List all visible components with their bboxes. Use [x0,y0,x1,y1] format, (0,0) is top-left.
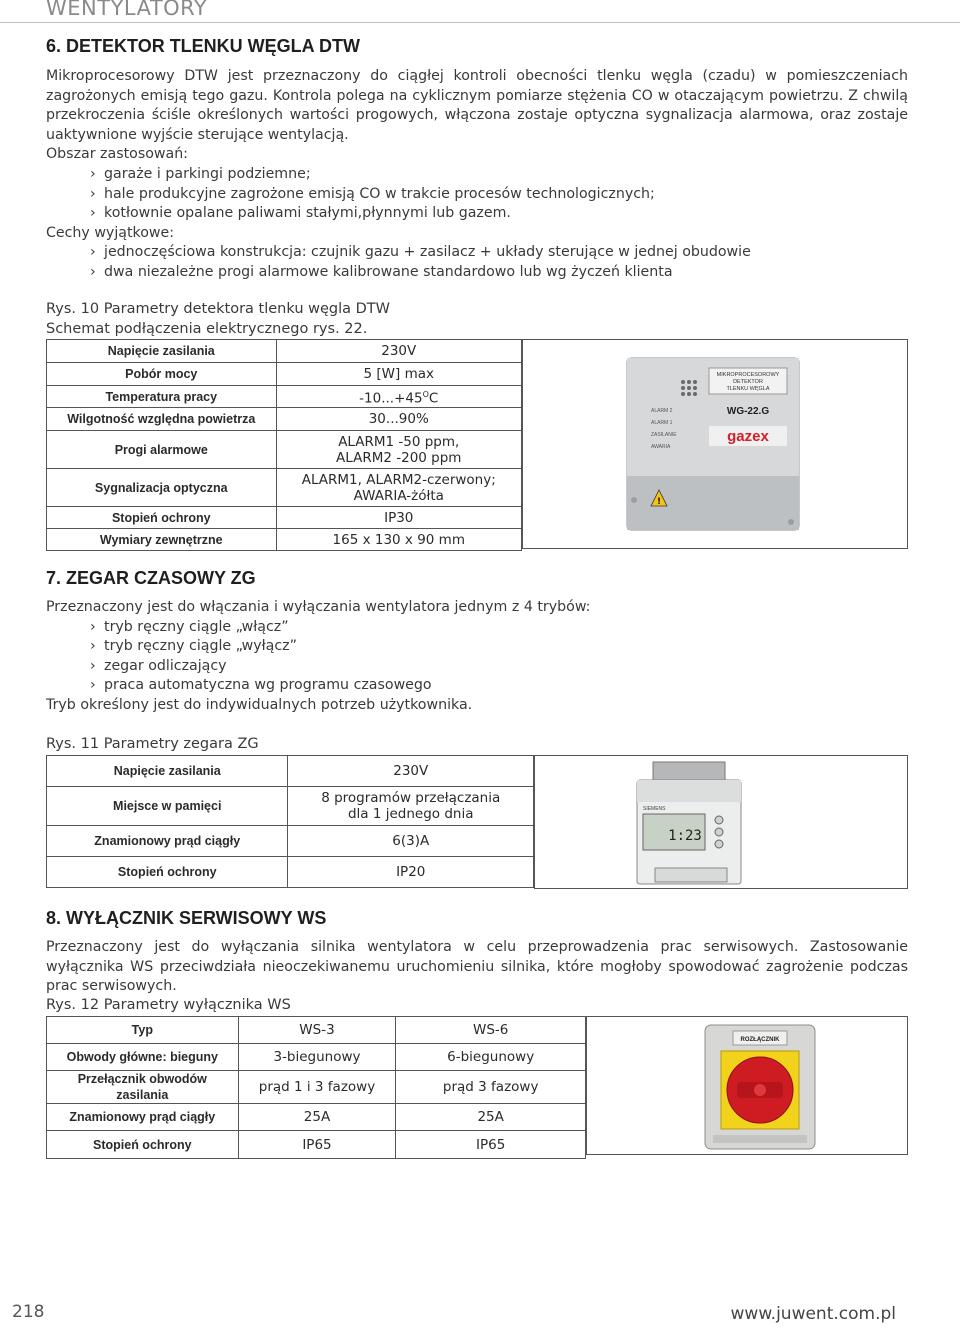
panel-text-2: DETEKTOR [733,379,763,385]
list-item: › zegar odliczający [46,657,908,677]
table-row [47,756,534,787]
param-value: 25A [238,1104,396,1131]
param-value: WS-3 [238,1017,396,1044]
param-value: $-10...+45^OC$ [276,386,521,408]
applications-list [46,165,908,224]
param-name: Wymiary zewnętrzne [47,529,277,551]
table-row [47,857,534,888]
svg-text:!: ! [656,497,662,507]
ws-device-illustration [587,1017,907,1154]
zg-device-illustration [535,756,907,888]
param-value: IP20 [288,857,534,888]
section-7-title: 7. ZEGAR CZASOWY ZG [46,568,256,588]
model-label: WG-22.G [726,406,770,417]
header-title: WENTYLATORY [46,0,208,20]
section-6-title: 6. DETEKTOR TLENKU WĘGLA DTW [46,36,360,56]
table-row [47,386,522,408]
figure-12-caption: Rys. 12 Parametry wyłącznika WS [46,997,291,1013]
zg-brand: SIEMENS [643,806,666,812]
header-divider [0,22,960,23]
param-value: 3-biegunowy [238,1044,396,1071]
param-value: 230V [288,756,534,787]
list-item: › garaże i parkingi podziemne; [46,165,908,185]
section-8-title: 8. WYŁĄCZNIK SERWISOWY WS [46,908,327,928]
features-list [46,243,908,282]
led-label: ALARM 1 [651,420,673,426]
param-value: 165 x 130 x 90 mm [276,529,521,551]
param-name: Znamionowy prąd ciągły [47,826,288,857]
param-name: Wilgotność względna powietrza [47,408,277,431]
section-6-body [46,67,908,283]
table-row [47,431,522,469]
page-number: 218 [12,1302,45,1322]
param-value: IP65 [396,1131,586,1159]
table-row [47,507,522,529]
param-name: Progi alarmowe [47,431,277,469]
panel-text-3: TLENKU WĘGLA [726,386,770,392]
section-6-intro: Mikroprocesorowy DTW jest przeznaczony do ciągłej kontroli obecności tlenku węgla (czadu) w pomieszczeniach zagrożonych emisją tego gazu. Kontrola polega na cyklicznym pomiarze stężenia CO w otaczającym powietrzu. Z chwilą przekroczenia ściśle określonych wartości progowych, włączona zostaje optyczna sygnalizacja alarmowa, oraz zostaje uaktywnione wyjście sterujące wentylacją. [46,68,908,143]
param-value: 30...90% [276,408,521,431]
table-row [47,340,522,363]
param-value: WS-6 [396,1017,586,1044]
wiring-reference: Schemat podłączenia elektrycznego rys. 22. [46,321,368,337]
led-label: ALARM 2 [651,408,673,414]
list-item: › tryb ręczny ciągle „wyłącz” [46,637,908,657]
param-name: Przełącznik obwodów zasilania [47,1071,239,1104]
features-label: Cechy wyjątkowe: [46,224,175,241]
ws-device-photo [586,1016,908,1155]
param-value: prąd 1 i 3 fazowy [238,1071,396,1104]
list-item: › hale produkcyjne zagrożone emisją CO w trakcie procesów technologicznych; [46,185,908,205]
param-value: 25A [396,1104,586,1131]
table-row [47,408,522,431]
list-item: › jednoczęściowa konstrukcja: czujnik gazu + zasilacz + układy sterujące w jednej obudowie [46,243,908,263]
list-item: › dwa niezależne progi alarmowe kalibrowane standardowo lub wg życzeń klienta [46,263,908,283]
table-row [47,1044,586,1071]
table-row [47,469,522,507]
param-name: Stopień ochrony [47,507,277,529]
section-7-intro: Przeznaczony jest do włączania i wyłączania wentylatora jednym z 4 trybów: [46,599,591,615]
table-row [47,1104,586,1131]
param-name: Znamionowy prąd ciągły [47,1104,239,1131]
section-8-body [46,938,908,997]
dtw-device-photo [522,339,908,549]
zg-device-photo [534,755,908,889]
param-name: Sygnalizacja optyczna [47,469,277,507]
led-label: AWARIA [651,444,671,450]
section-8-intro: Przeznaczony jest do wyłączania silnika wentylatora w celu przeprowadzenia prac serwisowych. Zastosowanie wyłącznika WS przeciwdziała nieoczekiwanemu uruchomieniu silnika, które mogłoby spowodować zagrożenie podczas prac serwisowych. [46,939,908,995]
figure-11-caption: Rys. 11 Parametry zegara ZG [46,736,259,752]
param-name: Typ [47,1017,239,1044]
param-value: 230V [276,340,521,363]
table-row [47,1017,586,1044]
param-name: Miejsce w pamięci [47,787,288,826]
table-row [47,529,522,551]
figure-10-caption: Rys. 10 Parametry detektora tlenku węgla DTW [46,301,390,317]
param-name: Napięcie zasilania [47,340,277,363]
param-name: Pobór mocy [47,363,277,386]
list-item: › kotłownie opalane paliwami stałymi,płynnymi lub gazem. [46,204,908,224]
param-value: 6-biegunowy [396,1044,586,1071]
param-value: 6(3)A [288,826,534,857]
modes-list [46,618,908,696]
param-value: prąd 3 fazowy [396,1071,586,1104]
param-name: Temperatura pracy [47,386,277,408]
param-value: IP30 [276,507,521,529]
brand-logo: gazex [727,428,769,445]
table-row [47,826,534,857]
table-row [47,1131,586,1159]
section-7-body [46,598,908,716]
param-name: Obwody główne: bieguny [47,1044,239,1071]
param-value: 5 [W] max [276,363,521,386]
param-name: Napięcie zasilania [47,756,288,787]
applications-label: Obszar zastosowań: [46,146,188,163]
led-label: ZASILANIE [651,432,677,438]
param-value: 8 programów przełączania dla 1 jednego dnia [288,787,534,826]
param-name: Stopień ochrony [47,1131,239,1159]
zg-display: 1:23 [668,828,702,844]
param-name: Stopień ochrony [47,857,288,888]
zg-parameters-table [46,755,534,888]
website-url: www.juwent.com.pl [730,1304,896,1324]
table-row [47,787,534,826]
panel-text-1: MIKROPROCESOROWY [716,372,780,378]
param-value: IP65 [238,1131,396,1159]
table-row [47,363,522,386]
param-value: ALARM1 -50 ppm, ALARM2 -200 ppm [276,431,521,469]
ws-label: ROZŁĄCZNIK [740,1037,780,1043]
param-value: ALARM1, ALARM2-czerwony; AWARIA-żółta [276,469,521,507]
section-7-outro: Tryb określony jest do indywidualnych potrzeb użytkownika. [46,696,473,713]
list-item: › praca automatyczna wg programu czasowego [46,676,908,696]
ws-parameters-table [46,1016,586,1159]
list-item: › tryb ręczny ciągle „włącz” [46,618,908,638]
dtw-parameters-table [46,339,522,551]
dtw-device-illustration [523,340,907,548]
table-row [47,1071,586,1104]
